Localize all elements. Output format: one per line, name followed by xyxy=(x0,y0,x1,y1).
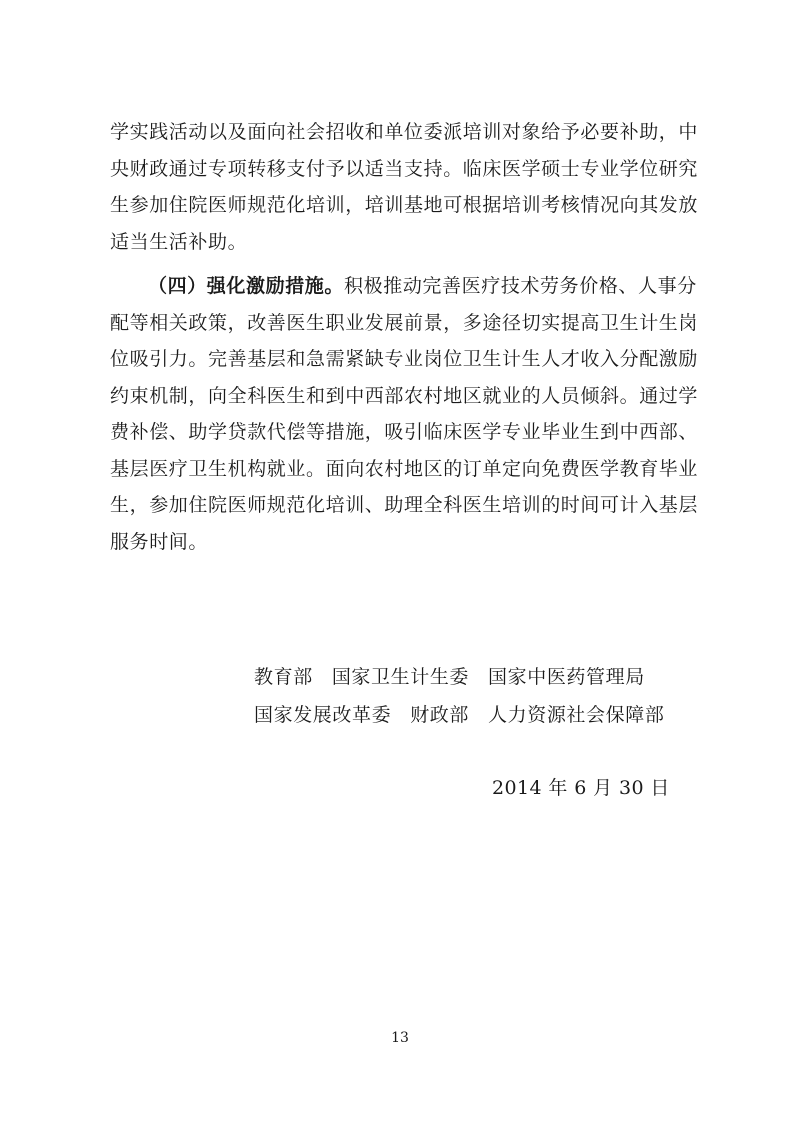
document-date: 2014 年 6 月 30 日 xyxy=(492,777,670,799)
page-number: 13 xyxy=(391,1030,409,1046)
paragraph-line: 位吸引力。完善基层和急需紧缺专业岗位卫生计生人才收入分配激励 xyxy=(110,348,699,370)
paragraph-line: 央财政通过专项转移支付予以适当支持。临床医学硕士专业学位研究 xyxy=(110,157,699,180)
signatory-block xyxy=(254,658,664,734)
paragraph-line: 学实践活动以及面向社会招收和单位委派培训对象给予必要补助，中 xyxy=(110,121,699,143)
paragraph-line: 约束机制，向全科医生和到中西部农村地区就业的人员倾斜。通过学 xyxy=(110,384,699,407)
signatory-name: 人力资源社会保障部 xyxy=(488,704,665,726)
paragraph-incentive-measures xyxy=(110,268,699,560)
signatory-name: 财政部 xyxy=(410,704,470,726)
paragraph-line: 生参加住院医师规范化培训，培训基地可根据培训考核情况向其发放 xyxy=(110,194,699,216)
paragraph-continuation xyxy=(110,114,699,260)
paragraph-line: 适当生活补助。 xyxy=(110,230,248,253)
paragraph-line: 配等相关政策，改善医生职业发展前景，多途径切实提高卫生计生岗 xyxy=(110,311,699,334)
paragraph-line: 服务时间。 xyxy=(110,530,209,553)
signatory-name: 国家卫生计生委 xyxy=(331,666,470,688)
paragraph-line-text: 积极推动完善医疗技术劳务价格、人事分 xyxy=(344,275,697,297)
signatory-name: 国家中医药管理局 xyxy=(488,666,645,688)
paragraph-line: 基层医疗卫生机构就业。面向农村地区的订单定向免费医学教育毕业 xyxy=(110,457,699,480)
signatory-name: 国家发展改革委 xyxy=(254,704,392,726)
paragraph-line: 费补偿、助学贷款代偿等措施，吸引临床医学专业毕业生到中西部、 xyxy=(110,421,699,443)
section-heading: （四）强化激励措施。 xyxy=(148,275,345,297)
signatory-row xyxy=(254,696,664,734)
paragraph-first-line xyxy=(110,268,697,305)
paragraph-line: 生，参加住院医师规范化培训、助理全科医生培训的时间可计入基层 xyxy=(110,494,699,516)
signatory-name: 教育部 xyxy=(254,666,313,688)
signatory-row xyxy=(254,658,664,696)
